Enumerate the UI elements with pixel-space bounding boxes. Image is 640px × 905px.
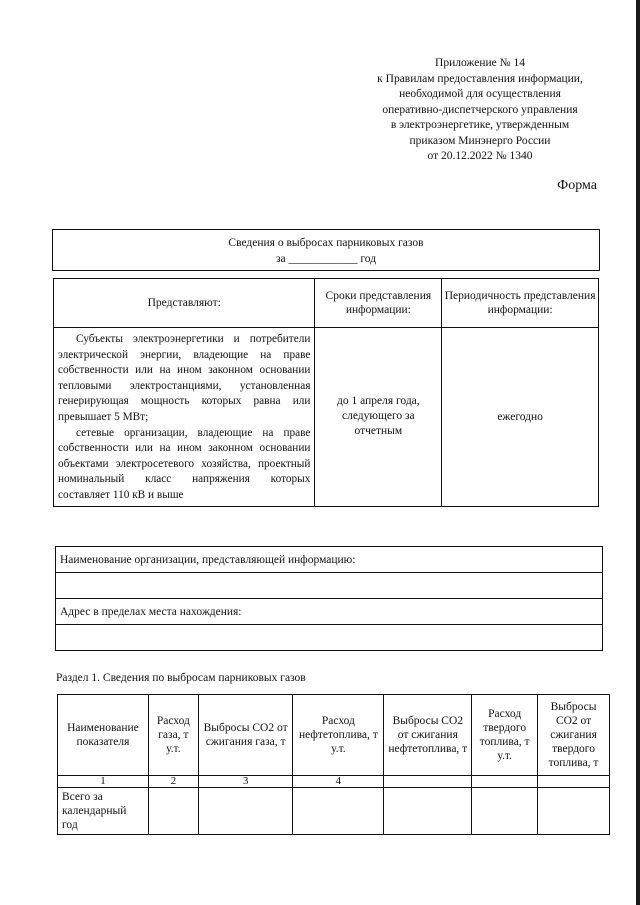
section-title: Раздел 1. Сведения по выбросам парниковых газов	[56, 672, 306, 684]
year-line	[53, 251, 599, 267]
info-table	[53, 278, 599, 507]
page-edge	[636, 0, 640, 905]
address-label: Адрес в пределах места нахождения:	[56, 599, 603, 625]
header-line: необходимой для осуществления	[399, 88, 561, 100]
data-cell[interactable]	[538, 788, 610, 835]
year-suffix: год	[360, 253, 377, 265]
document-title-box	[52, 229, 600, 271]
header-line: Приложение № 14	[435, 57, 525, 69]
column-number	[472, 776, 538, 788]
submitters-cell	[54, 328, 315, 507]
year-blank[interactable]: ____________	[288, 253, 358, 265]
header-line: в электроэнергетике, утвержденным	[390, 119, 570, 131]
appendix-header	[355, 56, 605, 165]
column-header: Выбросы CO2 от сжигания твердого топлива, т	[538, 695, 610, 776]
header-submitters: Представляют:	[54, 279, 315, 328]
column-number-row	[58, 776, 610, 788]
header-deadline: Сроки представления информации:	[315, 279, 442, 328]
document-title: Сведения о выбросах парниковых газов	[228, 237, 424, 249]
org-name-field[interactable]	[56, 573, 603, 599]
submitters-paragraph: Субъекты электроэнергетики и потребители электрической энергии, владеющие на праве собственности или на ином законном основании тепловыми электростанциями, установленная генерирующая мощность которых равна или превышает 5 МВт;	[58, 333, 311, 423]
header-line: к Правилам предоставления информации,	[377, 72, 583, 85]
form-label: Форма	[557, 178, 597, 193]
address-field[interactable]	[56, 625, 603, 651]
info-table-header-row	[54, 279, 599, 328]
org-name-label: Наименование организации, представляющей информацию:	[56, 547, 603, 573]
emissions-header-row	[58, 695, 610, 776]
column-number: 1	[58, 776, 149, 788]
data-cell[interactable]	[293, 788, 384, 835]
data-cell[interactable]	[148, 788, 198, 835]
column-number: 3	[198, 776, 293, 788]
header-periodicity: Периодичность представления информации:	[442, 279, 599, 328]
column-header: Выбросы CO2 от сжигания нефтетоплива, т	[384, 695, 472, 776]
row-label: Всего за календарный год	[58, 788, 149, 835]
column-header: Расход твердого топлива, т у.т.	[472, 695, 538, 776]
header-line: оперативно-диспетчерского управления	[382, 103, 578, 116]
header-line: приказом Минэнерго России	[409, 134, 551, 147]
data-cell[interactable]	[472, 788, 538, 835]
column-number: 4	[293, 776, 384, 788]
emissions-table	[57, 694, 610, 835]
info-table-row	[54, 328, 599, 507]
column-header: Выбросы CO2 от сжигания газа, т	[198, 695, 293, 776]
organization-table	[55, 546, 603, 651]
column-header: Расход газа, т у.т.	[148, 695, 198, 776]
deadline-cell: до 1 апреля года, следующего за отчетным	[315, 328, 442, 507]
column-header: Наименование показателя	[58, 695, 149, 776]
column-header: Расход нефтетоплива, т у.т.	[293, 695, 384, 776]
data-cell[interactable]	[384, 788, 472, 835]
submitters-paragraph: сетевые организации, владеющие на праве собственности или на ином законном основании объектами электросетевого хозяйства, проектный номинальный класс напряжения которых составляет 110 кВ и выше	[58, 426, 311, 501]
year-prefix: за	[275, 253, 286, 265]
header-line: от 20.12.2022 № 1340	[427, 150, 533, 162]
column-number: 2	[148, 776, 198, 788]
column-number	[538, 776, 610, 788]
column-number	[384, 776, 472, 788]
data-cell[interactable]	[198, 788, 293, 835]
table-row	[58, 788, 610, 835]
periodicity-cell: ежегодно	[442, 328, 599, 507]
